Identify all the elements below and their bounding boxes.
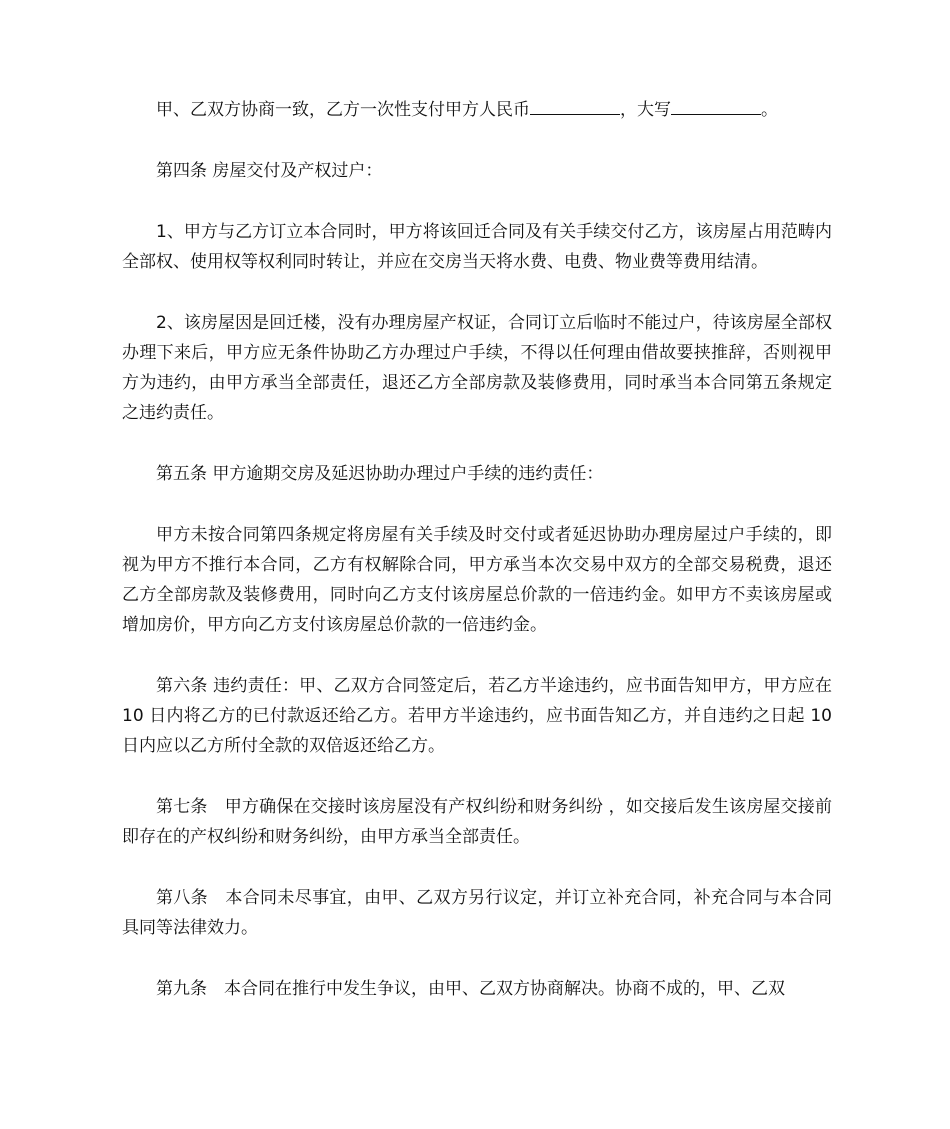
article-4-clause-2: 2、该房屋因是回迁楼，没有办理房屋产权证，合同订立后临时不能过户，待该房屋全部权办理下来后，甲方应无条件协助乙方办理过户手续，不得以任何理由借故要挟推辞，否则视甲方为违约，由甲方承当全部责任，退还乙方全部房款及装修费用，同时承当本合同第五条规定之违约责任。 <box>122 313 832 423</box>
payment-text-2: ，大写 <box>620 100 671 120</box>
article-5-heading: 第五条 甲方逾期交房及延迟协助办理过户手续的违约责任： <box>156 464 604 484</box>
article-4-clause-1: 1、甲方与乙方订立本合同时，甲方将该回迁合同及有关手续交付乙方，该房屋占用范畴内全部权、使用权等权利同时转让，并应在交房当天将水费、电费、物业费等费用结清。 <box>122 222 832 272</box>
document-body <box>122 95 832 1035</box>
payment-text-3: 。 <box>761 100 778 120</box>
payment-text-1: 甲、乙双方协商一致，乙方一次性支付甲方人民币 <box>156 100 530 120</box>
article-6: 第六条 违约责任：甲、乙双方合同签定后，若乙方半途违约，应书面告知甲方，甲方应在 10 日内将乙方的已付款返还给乙方。若甲方半途违约，应书面告知乙方，并自违约之日起 10 日内应以乙方所付全款的双倍返还给乙方。 <box>122 676 832 756</box>
article-8: 第八条 本合同未尽事宜，由甲、乙双方另行议定，并订立补充合同，补充合同与本合同具同等法律效力。 <box>122 888 832 938</box>
amount-blank <box>530 97 620 115</box>
article-5-body: 甲方未按合同第四条规定将房屋有关手续及时交付或者延迟协助办理房屋过户手续的，即视为甲方不推行本合同，乙方有权解除合同，甲方承当本次交易中双方的全部交易税费，退还乙方全部房款及装修费用，同时向乙方支付该房屋总价款的一倍违约金。如甲方不卖该房屋或增加房价，甲方向乙方支付该房屋总价款的一倍违约金。 <box>122 525 832 635</box>
article-7: 第七条 甲方确保在交接时该房屋没有产权纠纷和财务纠纷 ，如交接后发生该房屋交接前即存在的产权纠纷和财务纠纷，由甲方承当全部责任。 <box>122 797 832 847</box>
article-4-heading: 第四条 房屋交付及产权过户： <box>156 161 383 181</box>
article-9: 第九条 本合同在推行中发生争议，由甲、乙双方协商解决。协商不成的，甲、乙双 <box>156 979 785 999</box>
amount-words-blank <box>671 97 761 115</box>
paragraph-payment <box>122 95 832 125</box>
